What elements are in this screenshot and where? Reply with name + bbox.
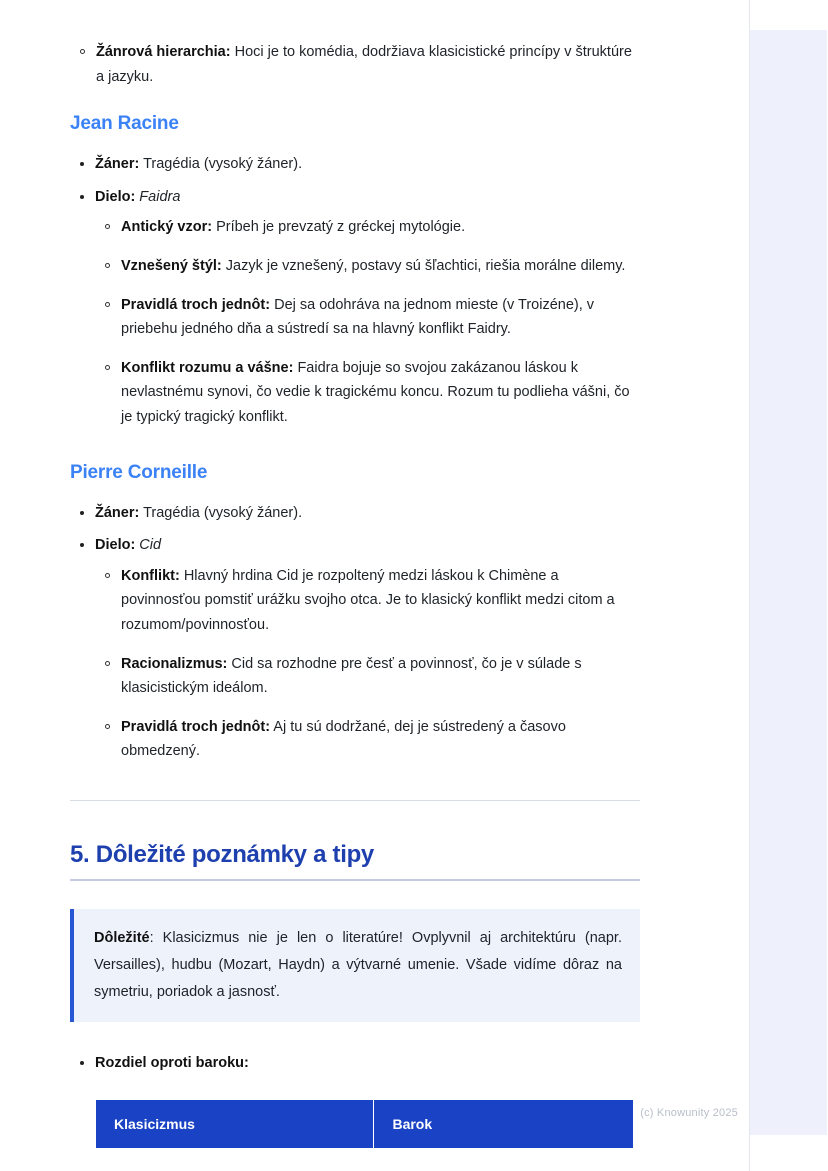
important-callout [70, 909, 640, 1021]
list-item-text: Jazyk je vznešený, postavy sú šľachtici, riešia morálne dilemy. [221, 257, 626, 274]
list-item [95, 652, 640, 701]
heading-underline [70, 879, 640, 881]
section-heading-jean-racine: Jean Racine [70, 113, 179, 135]
list-item [95, 293, 640, 342]
list-item [70, 40, 640, 89]
list-item [70, 502, 640, 524]
page-title: 5. Dôležité poznámky a tipy [70, 841, 374, 869]
list-item-term: Dielo: [95, 188, 136, 205]
list-item [95, 715, 640, 764]
watermark: (c) Knowunity 2025 [640, 1107, 738, 1119]
table-header [96, 1100, 633, 1148]
list-item-term: Žáner: [95, 504, 140, 521]
list-item [95, 356, 640, 430]
list-item-text: Príbeh je prevzatý z gréckej mytológie. [212, 219, 466, 236]
table-row [96, 1100, 633, 1148]
list-item-text: Cid sa rozhodne pre česť a povinnosť, čo je v súlade s klasicistickým ideálom. [121, 655, 582, 697]
list-item [70, 1052, 640, 1074]
comparison-intro-label: Rozdiel oproti baroku: [95, 1054, 249, 1071]
corneille-main-list [70, 502, 640, 764]
list-item-work-title: Cid [135, 537, 162, 554]
callout-text: : Klasicizmus nie je len o literatúre! Ovplyvnil aj architektúru (napr. Versailles), hudbu (Mozart, Haydn) a výtvarné umenie. Všade vidíme dôraz na symetriu, poriadok a jasnosť. [94, 930, 622, 1000]
top-continuation-list [70, 40, 640, 89]
list-item [95, 215, 640, 240]
comparison-intro-list [70, 1052, 640, 1074]
list-item-term: Pravidlá troch jednôt: [121, 296, 271, 313]
list-item-term: Žánrová hierarchia: [96, 44, 231, 60]
section-divider [70, 800, 640, 801]
list-item-term: Konflikt rozumu a vášne: [121, 359, 294, 376]
list-item-text: Tragédia (vysoký žáner). [139, 504, 303, 521]
list-item-work-title: Faidra [135, 188, 181, 205]
list-item-text: Tragédia (vysoký žáner). [139, 156, 303, 173]
section-heading-pierre-corneille: Pierre Corneille [70, 461, 208, 483]
corneille-sub-list [95, 564, 640, 764]
list-item-term: Žáner: [95, 156, 140, 173]
table-header-barok: Barok [374, 1100, 633, 1148]
list-item-term: Pravidlá troch jednôt: [121, 718, 271, 735]
list-item-term: Dielo: [95, 537, 136, 554]
right-side-band-fill [750, 30, 827, 1135]
list-item-term: Antický vzor: [121, 219, 213, 236]
list-item-term: Konflikt: [121, 567, 180, 584]
list-item [95, 254, 640, 279]
document-content [70, 0, 640, 1148]
list-item-term: Racionalizmus: [121, 655, 228, 672]
comparison-table [96, 1100, 633, 1148]
list-item [70, 534, 640, 764]
list-item-term: Vznešený štýl: [121, 257, 222, 274]
list-item [70, 153, 640, 175]
racine-main-list [70, 153, 640, 429]
racine-sub-list [95, 215, 640, 429]
list-item-text: Hoci je to komédia, dodržiava klasicistické princípy v štruktúre a jazyku. [96, 44, 632, 85]
list-item-text: Aj tu sú dodržané, dej je sústredený a časovo obmedzený. [121, 718, 566, 760]
list-item [70, 186, 640, 430]
table-header-klasicizmus: Klasicizmus [96, 1100, 374, 1148]
list-item-text: Hlavný hrdina Cid je rozpoltený medzi láskou k Chimène a povinnosťou pomstiť urážku svojho otca. Je to klasický konflikt medzi citom a rozumom/povinnosťou. [121, 567, 615, 633]
list-item-text: Faidra bojuje so svojou zakázanou láskou k nevlastnému synovi, čo vedie k tragickému koncu. Rozum tu podlieha vášni, čo je typický tragický konflikt. [121, 359, 630, 426]
callout-term: Dôležité [94, 930, 150, 947]
list-item [95, 564, 640, 638]
right-side-band [749, 0, 828, 1171]
list-item-text: Dej sa odohráva na jednom mieste (v Troizéne), v priebehu jedného dňa a sústredí sa na hlavný konflikt Faidry. [121, 296, 595, 338]
